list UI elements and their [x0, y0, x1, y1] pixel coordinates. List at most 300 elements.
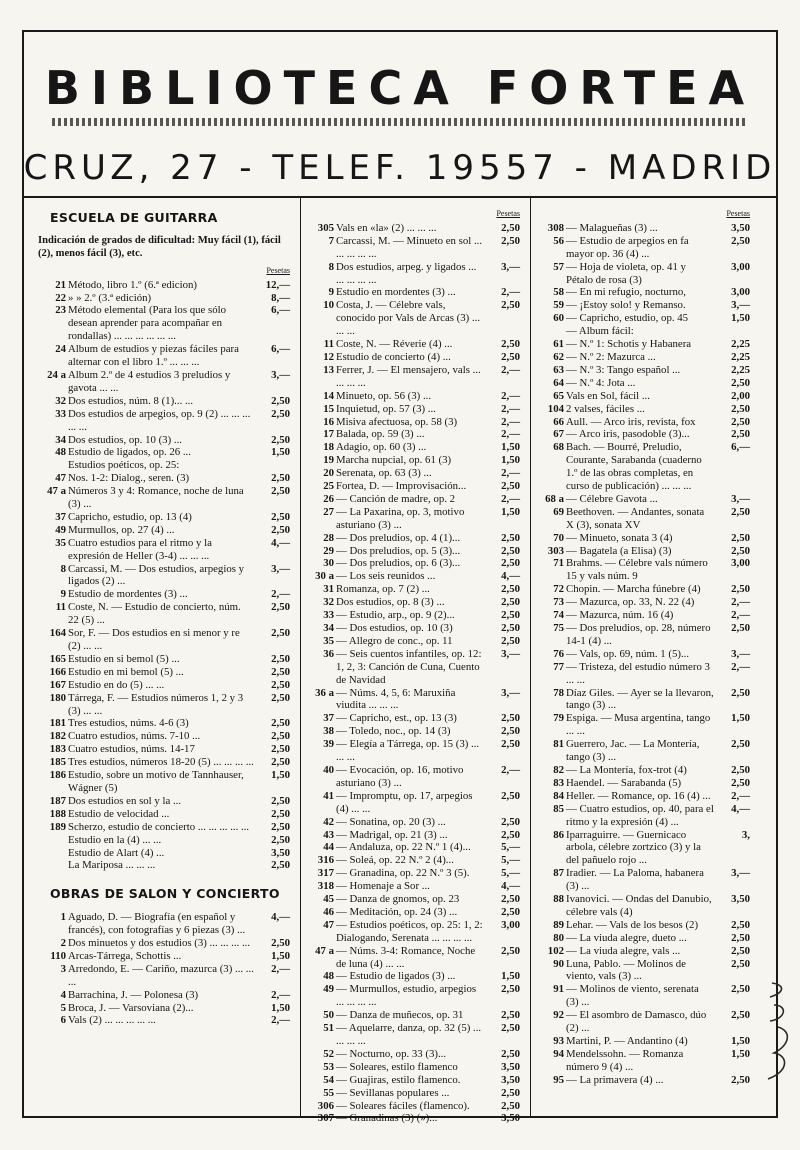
catalog-price: 2,50	[501, 893, 520, 906]
catalog-entry	[38, 911, 290, 937]
catalog-title: — N.º 2: Mazurca ...	[566, 350, 656, 363]
catalog-number: 93	[553, 1035, 564, 1047]
catalog-number: 37	[323, 712, 334, 725]
catalog-entry	[306, 583, 520, 596]
catalog-price: 4,—	[501, 570, 520, 583]
catalog-entry	[536, 893, 750, 919]
catalog-price: 2,—	[501, 467, 520, 480]
catalog-number: 90	[553, 957, 564, 970]
catalog-entry	[536, 235, 750, 261]
catalog-number: 71	[553, 557, 564, 570]
catalog-title: — Estudios poéticos, op. 25: 1, 2: Dialogando, Serenata ... ... ... ...	[336, 918, 483, 944]
catalog-entry	[38, 1002, 290, 1015]
catalog-price: 6,—	[731, 441, 750, 454]
catalog-title: — N.º 1: Schotis y Habanera	[566, 338, 692, 351]
catalog-number: 64	[553, 376, 564, 389]
catalog-title: Estudio de ligados, op. 26 ...	[68, 446, 191, 459]
catalog-number: 35	[323, 634, 334, 647]
catalog-entry	[306, 557, 520, 570]
catalog-entry	[536, 764, 750, 777]
catalog-price: 2,50	[271, 691, 290, 704]
header-divider	[22, 196, 778, 198]
catalog-title: — Arco iris, pasodoble (3)...	[566, 428, 690, 441]
catalog-title: — Soleá, op. 22 N.º 2 (4)...	[336, 854, 454, 867]
catalog-price: 2,50	[501, 634, 520, 647]
catalog-entry	[306, 338, 520, 351]
catalog-number: 51	[323, 1022, 334, 1035]
catalog-number: 82	[553, 763, 564, 776]
catalog-entry	[536, 712, 750, 738]
catalog-price: 2,50	[501, 350, 520, 363]
pesetas-header: Pesetas	[496, 209, 520, 218]
catalog-title: Arredondo, E. — Cariño, mazurca (3) ... ... ...	[68, 962, 254, 988]
catalog-title: Método elemental (Para los que sólo desean aprender para acompañar en rondallas) ... ... ... ... ... ...	[68, 304, 227, 343]
catalog-title: — ¡Estoy solo! y Remanso.	[566, 299, 686, 312]
catalog-title: Broca, J. — Varsoviana (2)...	[68, 1001, 194, 1014]
catalog-entry	[306, 635, 520, 648]
catalog-entry	[306, 467, 520, 480]
catalog-price: 2,50	[271, 407, 290, 420]
catalog-title: Estudios poéticos, op. 25:	[68, 459, 180, 472]
catalog-price: 3,00	[731, 557, 750, 570]
catalog-number: 102	[547, 944, 564, 957]
catalog-title: Sor, F. — Dos estudios en si menor y re (2) ... ...	[68, 627, 240, 652]
catalog-title: Aull. — Arco iris, revista, fox	[566, 415, 696, 428]
catalog-price: 2,50	[271, 678, 290, 691]
catalog-price: 2,50	[501, 583, 520, 596]
catalog-title: — Meditación, op. 24 (3) ...	[336, 905, 458, 918]
catalog-title: Iradier. — La Paloma, habanera (3) ...	[566, 867, 704, 893]
catalog-price: 2,—	[501, 492, 520, 505]
catalog-title: — Allegro de conc., op. 11	[336, 634, 453, 647]
catalog-price: 2,50	[501, 712, 520, 725]
catalog-entry	[536, 687, 750, 713]
catalog-title: Dos estudios, op. 8 (3) ...	[336, 596, 445, 609]
catalog-number: 13	[323, 363, 334, 376]
catalog-title: Inquietud, op. 57 (3) ...	[336, 402, 436, 415]
catalog-price: 5,—	[501, 841, 520, 854]
catalog-number: 8	[328, 260, 334, 273]
catalog-list-salon	[38, 911, 290, 1027]
catalog-number: 68	[553, 441, 564, 454]
catalog-price: 2,50	[501, 983, 520, 996]
catalog-price: 1,50	[501, 441, 520, 454]
catalog-entry	[306, 416, 520, 429]
catalog-number: 76	[553, 647, 564, 660]
catalog-number: 61	[553, 338, 564, 351]
catalog-number: 187	[49, 794, 66, 807]
catalog-title: Estudio, sobre un motivo de Tannhauser, Wágner (5)	[68, 769, 244, 794]
catalog-number: 303	[547, 544, 564, 557]
catalog-price: 2,50	[731, 1009, 750, 1022]
catalog-title: — Seis cuentos infantiles, op. 12: 1, 2, 3: Canción de Cuna, Cuento de Navidad	[336, 647, 482, 686]
catalog-entry	[536, 661, 750, 687]
catalog-entry	[306, 235, 520, 261]
catalog-price: 2,50	[271, 756, 290, 769]
catalog-number: 80	[553, 931, 564, 944]
catalog-number: 2	[60, 937, 66, 950]
catalog-title: — Canción de madre, op. 2	[336, 492, 456, 505]
catalog-price: 2,50	[731, 234, 750, 247]
catalog-number: 27	[323, 505, 334, 518]
catalog-price: 2,—	[501, 763, 520, 776]
catalog-entry	[306, 532, 520, 545]
catalog-price: 2,50	[731, 622, 750, 634]
catalog-entry	[306, 687, 520, 713]
catalog-entry	[38, 343, 290, 369]
catalog-price: 2,50	[731, 583, 750, 596]
catalog-price: 2,25	[731, 338, 750, 351]
catalog-entry	[38, 666, 290, 679]
catalog-number: 182	[49, 730, 66, 743]
catalog-number: 189	[49, 820, 66, 833]
catalog-entry	[536, 738, 750, 764]
catalog-entry	[306, 403, 520, 416]
catalog-title: Minueto, op. 56 (3) ...	[336, 389, 432, 402]
catalog-price: 2,50	[501, 789, 520, 802]
catalog-number: 180	[49, 691, 66, 704]
catalog-entry	[38, 950, 290, 963]
catalog-price: 3,—	[271, 368, 290, 381]
catalog-price: 2,50	[271, 485, 290, 498]
catalog-entry	[38, 459, 290, 472]
title-ornament	[52, 118, 748, 126]
catalog-price: 2,50	[271, 717, 290, 730]
catalog-number: 42	[323, 815, 334, 828]
catalog-entry	[38, 795, 290, 808]
catalog-title: — Vals, op. 69, núm. 1 (5)...	[566, 647, 690, 660]
catalog-number: 30 a	[315, 570, 334, 583]
catalog-title: Dos estudios, op. 10 (3) ...	[68, 433, 182, 446]
catalog-entry	[38, 601, 290, 627]
catalog-title: — N.º 4: Jota ...	[566, 376, 636, 389]
catalog-number: 21	[55, 278, 66, 291]
catalog-price: 1,50	[501, 454, 520, 467]
catalog-title: — Elegía a Tárrega, op. 15 (3) ... ... ...	[336, 738, 480, 764]
catalog-price: 2,50	[731, 931, 750, 944]
catalog-title: Dos minuetos y dos estudios (3) ... ... ... ...	[68, 937, 251, 950]
catalog-title: Barrachina, J. — Polonesa (3)	[68, 988, 199, 1001]
catalog-title: Espiga. — Musa argentina, tango ... ...	[566, 712, 711, 738]
catalog-title: — En mi refugio, nocturno,	[566, 286, 686, 299]
catalog-entry	[38, 472, 290, 485]
catalog-number: 23	[55, 304, 66, 317]
catalog-title: Dos estudios, arpeg. y ligados ... ... ... ... ...	[336, 260, 477, 286]
catalog-title: Carcassi, M. — Minueto en sol ... ... ... ... ...	[336, 234, 483, 260]
catalog-number: 3	[60, 962, 66, 975]
catalog-title: Guerrero, Jac. — La Montería, tango (3) ...	[566, 738, 700, 764]
catalog-number: 60	[553, 312, 564, 325]
catalog-title: — Granadina, op. 22 N.º 3 (5).	[336, 867, 470, 880]
catalog-title: Números 3 y 4: Romance, noche de luna (3) ...	[68, 485, 244, 511]
catalog-number: 47	[55, 472, 66, 485]
catalog-price: 2,50	[271, 794, 290, 807]
catalog-title: Vals en Sol, fácil ...	[566, 389, 650, 402]
catalog-price: 2,50	[731, 544, 750, 557]
catalog-title: — Impromptu, op. 17, arpegios (4) ... ...	[336, 789, 473, 815]
catalog-price: 3,50	[271, 846, 290, 859]
catalog-title: — N.º 3: Tango español ...	[566, 363, 681, 376]
catalog-entry	[536, 1009, 750, 1035]
catalog-entry	[536, 1035, 750, 1048]
catalog-price: 2,50	[731, 531, 750, 544]
catalog-number: 91	[553, 983, 564, 996]
catalog-price: 2,50	[731, 983, 750, 996]
catalog-number: 35	[55, 536, 66, 549]
catalog-price: 2,50	[501, 1009, 520, 1022]
catalog-number: 55	[323, 1086, 334, 1099]
catalog-number: 49	[55, 523, 66, 536]
catalog-entry	[306, 790, 520, 816]
catalog-entry	[306, 390, 520, 403]
catalog-entry	[306, 867, 520, 880]
catalog-price: 2,—	[731, 660, 750, 673]
catalog-entry	[306, 441, 520, 454]
catalog-title: Luna, Pablo. — Molinos de viento, vals (3) ...	[566, 957, 686, 983]
catalog-price: 1,50	[731, 1047, 750, 1060]
catalog-entry	[38, 434, 290, 447]
catalog-price: 3,50	[731, 221, 750, 234]
catalog-price: 2,25	[731, 350, 750, 363]
catalog-price: 2,—	[271, 588, 290, 601]
catalog-price: 2,—	[271, 988, 290, 1001]
catalog-number: 94	[553, 1047, 564, 1060]
catalog-title: Cuatro estudios, núms. 14-17	[68, 743, 195, 756]
catalog-title: Vals (2) ... ... ... ... ...	[68, 1014, 156, 1027]
catalog-price: 2,50	[501, 1099, 520, 1112]
catalog-price: 2,—	[501, 402, 520, 415]
catalog-number: 188	[49, 807, 66, 820]
catalog-entry	[306, 506, 520, 532]
catalog-number: 68 a	[545, 492, 564, 505]
catalog-list-col2	[306, 222, 520, 1125]
catalog-price: 5,—	[501, 854, 520, 867]
catalog-price: 2,50	[501, 221, 520, 234]
catalog-entry	[38, 859, 290, 872]
catalog-number: 95	[553, 1073, 564, 1086]
catalog-price: 2,—	[501, 415, 520, 428]
catalog-title: — Núms. 4, 5, 6: Maruxiña viudita ... ... ...	[336, 686, 456, 712]
catalog-number: 56	[553, 234, 564, 247]
catalog-entry	[536, 1048, 750, 1074]
catalog-number: 77	[553, 660, 564, 673]
catalog-price: 2,50	[501, 905, 520, 918]
catalog-price: 1,50	[731, 312, 750, 325]
catalog-entry	[306, 261, 520, 287]
catalog-price: 2,00	[731, 389, 750, 402]
catalog-entry	[536, 416, 750, 429]
catalog-price: 2,50	[731, 505, 750, 518]
catalog-price: 2,50	[271, 859, 290, 872]
catalog-number: 22	[55, 291, 66, 304]
catalog-title: — Aquelarre, danza, op. 32 (5) ... ... ... ...	[336, 1022, 482, 1047]
catalog-entry	[306, 480, 520, 493]
catalog-number: 47	[323, 918, 334, 931]
catalog-title: Album 2.º de 4 estudios 3 preludios y gavota ... ...	[68, 368, 231, 394]
catalog-title: Vals en «la» (2) ... ... ...	[336, 221, 437, 234]
catalog-number: 16	[323, 415, 334, 428]
catalog-price: 2,50	[271, 433, 290, 446]
catalog-price: 3,50	[731, 893, 750, 906]
catalog-number: 32	[323, 596, 334, 609]
column-2	[306, 206, 520, 1125]
catalog-price: 2,50	[731, 402, 750, 415]
catalog-price: 2,50	[731, 763, 750, 776]
pesetas-header: Pesetas	[726, 209, 750, 218]
catalog-number: 41	[323, 789, 334, 802]
catalog-number: 59	[553, 299, 564, 312]
catalog-entry	[306, 648, 520, 687]
catalog-title: Estudio en mi bemol (5) ...	[68, 665, 184, 678]
catalog-number: 9	[328, 286, 334, 299]
catalog-number: 63	[553, 363, 564, 376]
catalog-price: 1,50	[501, 505, 520, 518]
catalog-number: 10	[323, 299, 334, 312]
catalog-price: 2,50	[731, 776, 750, 789]
catalog-title: — Sevillanas populares ...	[336, 1086, 450, 1099]
catalog-number: 70	[553, 531, 564, 544]
catalog-entry	[38, 485, 290, 511]
catalog-entry	[536, 222, 750, 235]
catalog-title: — Tristeza, del estudio número 3 ... ...	[566, 660, 710, 686]
catalog-title: — Estudio de arpegios en fa mayor op. 36 (4) ...	[566, 234, 689, 260]
catalog-price: 3,—	[271, 562, 290, 575]
catalog-number: 43	[323, 828, 334, 841]
catalog-number: 4	[60, 988, 66, 1001]
catalog-title: Estudio en do (5) ... ...	[68, 678, 165, 691]
catalog-entry	[536, 390, 750, 403]
catalog-price: 2,50	[731, 428, 750, 441]
catalog-number: 86	[553, 828, 564, 841]
catalog-title: Estudio de velocidad ...	[68, 807, 170, 820]
catalog-entry	[38, 717, 290, 730]
catalog-title: — Guajiras, estilo flamenco.	[336, 1073, 461, 1086]
catalog-price: 2,—	[501, 428, 520, 441]
catalog-title: — Nocturno, op. 33 (3)...	[336, 1047, 447, 1060]
catalog-price: 3,50	[501, 1060, 520, 1073]
catalog-number: 18	[323, 441, 334, 454]
catalog-price: 2,50	[731, 918, 750, 931]
catalog-number: 87	[553, 867, 564, 880]
catalog-number: 8	[60, 562, 66, 575]
catalog-title: — Danza de gnomos, op. 23	[336, 893, 460, 906]
catalog-entry	[306, 945, 520, 971]
catalog-price: 1,50	[271, 949, 290, 962]
catalog-title: Estudio de Alart (4) ...	[68, 846, 165, 859]
catalog-entry	[536, 428, 750, 441]
catalog-title: — Dos preludios, op. 4 (1)...	[336, 531, 461, 544]
catalog-price: 2,50	[501, 1047, 520, 1060]
column-divider-2	[530, 198, 531, 1118]
catalog-title: — Los seis reunidos ...	[336, 570, 436, 583]
catalog-title: — Sonatina, op. 20 (3) ...	[336, 815, 446, 828]
catalog-number: 110	[50, 949, 66, 962]
catalog-number: 92	[553, 1009, 564, 1022]
catalog-entry	[306, 1022, 520, 1048]
catalog-price: 2,50	[501, 557, 520, 570]
catalog-price: 2,50	[271, 601, 290, 614]
catalog-title: — Murmullos, estudio, arpegios ... ... ... ...	[336, 983, 477, 1009]
catalog-title: Cuatro estudios para el ritmo y la expresión de Heller (3-4) ... ... ...	[68, 536, 212, 562]
catalog-number: 12	[323, 350, 334, 363]
catalog-entry	[38, 292, 290, 305]
catalog-number: 318	[317, 880, 334, 893]
catalog-number: 24 a	[47, 368, 66, 381]
catalog-entry	[306, 299, 520, 338]
catalog-number: 19	[323, 454, 334, 467]
catalog-entry	[536, 364, 750, 377]
catalog-entry	[306, 428, 520, 441]
catalog-entry	[306, 609, 520, 622]
catalog-title: — Capricho, est., op. 13 (3)	[336, 712, 457, 725]
catalog-entry	[306, 364, 520, 390]
catalog-title: Ivanovici. — Ondas del Danubio, célebre vals (4)	[566, 893, 712, 918]
catalog-price: 3,00	[731, 260, 750, 273]
catalog-number: 37	[55, 510, 66, 523]
catalog-title: — Madrigal, op. 21 (3) ...	[336, 828, 448, 841]
catalog-price: 2,50	[271, 510, 290, 523]
catalog-entry	[306, 829, 520, 842]
catalog-title: Marcha nupcial, op. 61 (3)	[336, 454, 452, 467]
catalog-title: Carcassi, M. — Dos estudios, arpegios y ligados (2) ...	[68, 562, 245, 588]
catalog-entry	[306, 983, 520, 1009]
catalog-number: 62	[553, 350, 564, 363]
catalog-number: 84	[553, 789, 564, 802]
catalog-price: 2,—	[731, 789, 750, 802]
catalog-entry	[38, 279, 290, 292]
catalog-entry	[536, 648, 750, 661]
catalog-price: 2,50	[271, 820, 290, 833]
difficulty-intro: Indicación de grados de dificultad: Muy fácil (1), fácil (2), menos fácil (3), etc.	[38, 234, 281, 259]
catalog-price: 2,—	[501, 389, 520, 402]
catalog-title: — Mazurca, op. 33, N. 22 (4)	[566, 596, 695, 609]
catalog-title: — La viuda alegre, vals ...	[566, 944, 681, 957]
catalog-number: 25	[323, 480, 334, 493]
catalog-entry	[306, 1087, 520, 1100]
catalog-entry	[38, 821, 290, 834]
catalog-number: 52	[323, 1047, 334, 1060]
catalog-price: 1,50	[731, 712, 750, 725]
catalog-list-escuela	[38, 279, 290, 873]
catalog-entry	[306, 906, 520, 919]
catalog-title: Tres estudios, números 18-20 (5) ... ... ... ...	[68, 756, 254, 769]
catalog-title: — Evocación, op. 16, motivo asturiano (3) ...	[336, 763, 464, 789]
catalog-title: Dos estudios de arpegios, op. 9 (2) ... ... ... ... ...	[68, 407, 251, 433]
catalog-entry	[536, 351, 750, 364]
catalog-price: 2,50	[501, 234, 520, 247]
catalog-price: 2,—	[501, 363, 520, 376]
catalog-number: 36 a	[315, 686, 334, 699]
catalog-price: 5,—	[501, 867, 520, 880]
catalog-title: — Soleares, estilo flamenco	[336, 1060, 458, 1073]
catalog-number: 26	[323, 492, 334, 505]
catalog-title: Dos estudios en sol y la ...	[68, 794, 182, 807]
catalog-price: 3,00	[501, 918, 520, 931]
catalog-title: — Danza de muñecos, op. 31	[336, 1009, 464, 1022]
catalog-entry	[536, 325, 750, 338]
catalog-entry	[38, 730, 290, 743]
catalog-price: 2,50	[271, 730, 290, 743]
catalog-number: 316	[317, 854, 334, 867]
catalog-entry	[536, 790, 750, 803]
catalog-title: Estudio de concierto (4) ...	[336, 350, 451, 363]
catalog-number: 306	[317, 1099, 334, 1112]
catalog-title: Costa, J. — Célebre vals, conocido por Vals de Arcas (3) ... ... ...	[336, 299, 481, 338]
catalog-number: 305	[317, 221, 334, 234]
catalog-price: 3,50	[501, 1073, 520, 1086]
catalog-price: 3,—	[731, 867, 750, 880]
catalog-number: 30	[323, 557, 334, 570]
